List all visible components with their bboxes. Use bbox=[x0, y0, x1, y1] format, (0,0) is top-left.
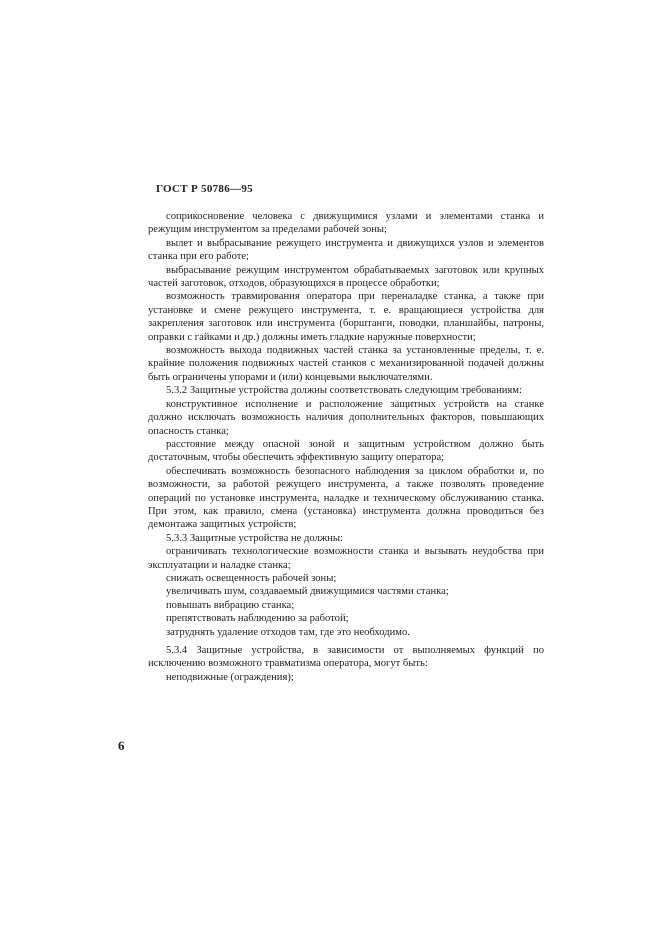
paragraph-vibration: повышать вибрацию станка; bbox=[166, 599, 295, 611]
paragraph-workpiece-ejection: выбрасывание режущим инструментом обрабатываемых заготовок или крупных частей заготовок, отходов, образующихся в процессе обработки; bbox=[148, 264, 544, 290]
section-5-3-4: 5.3.4 Защитные устройства, в зависимости от выполняемых функций по исключению возможного травматизма оператора, могут быть: bbox=[148, 645, 544, 670]
section-5-3-3: 5.3.3 Защитные устройства не должны: bbox=[166, 532, 343, 544]
paragraph-design-requirement: конструктивное исполнение и расположение защитных устройств на станке должно исключать возможность наличия дополнительных факторов, повышающих опасность станка; bbox=[148, 398, 544, 437]
paragraph-limit-capabilities: ограничивать технологические возможности станка и вызывать неудобства при эксплуатации и наладке станка; bbox=[148, 546, 544, 571]
paragraph-tool-ejection: вылет и выбрасывание режущего инструмента и движущихся узлов и элементов станка при его работе; bbox=[148, 237, 544, 263]
paragraph-contact-moving-parts: соприкосновение человека с движущимися узлами и элементами станка и режущим инструментом за пределами рабочей зоны; bbox=[148, 211, 544, 236]
paragraph-observation: препятствовать наблюдению за работой; bbox=[166, 613, 349, 625]
paragraph-readjustment-injury: возможность травмирования оператора при переналадке станка, а также при установке и смене режущего инструмента, т. е. вращающиеся устройства для закрепления заготовок или инструмента (борштанги, поводки, планшайбы, патроны, оправки с гайками и др.) должны иметь гладкие наружные поверхности; bbox=[148, 291, 544, 343]
paragraph-fixed-guards: неподвижные (ограждения); bbox=[166, 671, 294, 683]
paragraph-observation-requirement: обеспечивать возможность безопасного наблюдения за циклом обработки и, по возможности, за работой режущего инструмента, а также позволять проведение операций по установке инструмента, наладке и техническому обслуживанию станка. При этом, как правило, смена (установка) инструмента должна проводиться без демонтажа защитных устройств; bbox=[148, 465, 544, 531]
paragraph-lighting: снижать освещенность рабочей зоны; bbox=[166, 572, 337, 584]
document-body bbox=[148, 210, 544, 684]
page-number: 6 bbox=[118, 738, 125, 753]
paragraph-noise: увеличивать шум, создаваемый движущимися частями станка; bbox=[166, 586, 449, 598]
paragraph-moving-parts-limits: возможность выхода подвижных частей станка за установленные пределы, т. е. крайние положения подвижных частей станков с механизированной подачей должны быть ограничены упорами и (или) концевыми выключателями. bbox=[148, 345, 544, 383]
paragraph-waste-removal: затруднять удаление отходов там, где это необходимо. bbox=[166, 626, 410, 638]
paragraph-distance-requirement: расстояние между опасной зоной и защитным устройством должно быть достаточным, чтобы обеспечить эффективную защиту оператора; bbox=[148, 438, 544, 464]
document-header: ГОСТ Р 50786—95 bbox=[156, 183, 253, 195]
section-5-3-2: 5.3.2 Защитные устройства должны соответствовать следующим требованиям: bbox=[166, 385, 522, 397]
